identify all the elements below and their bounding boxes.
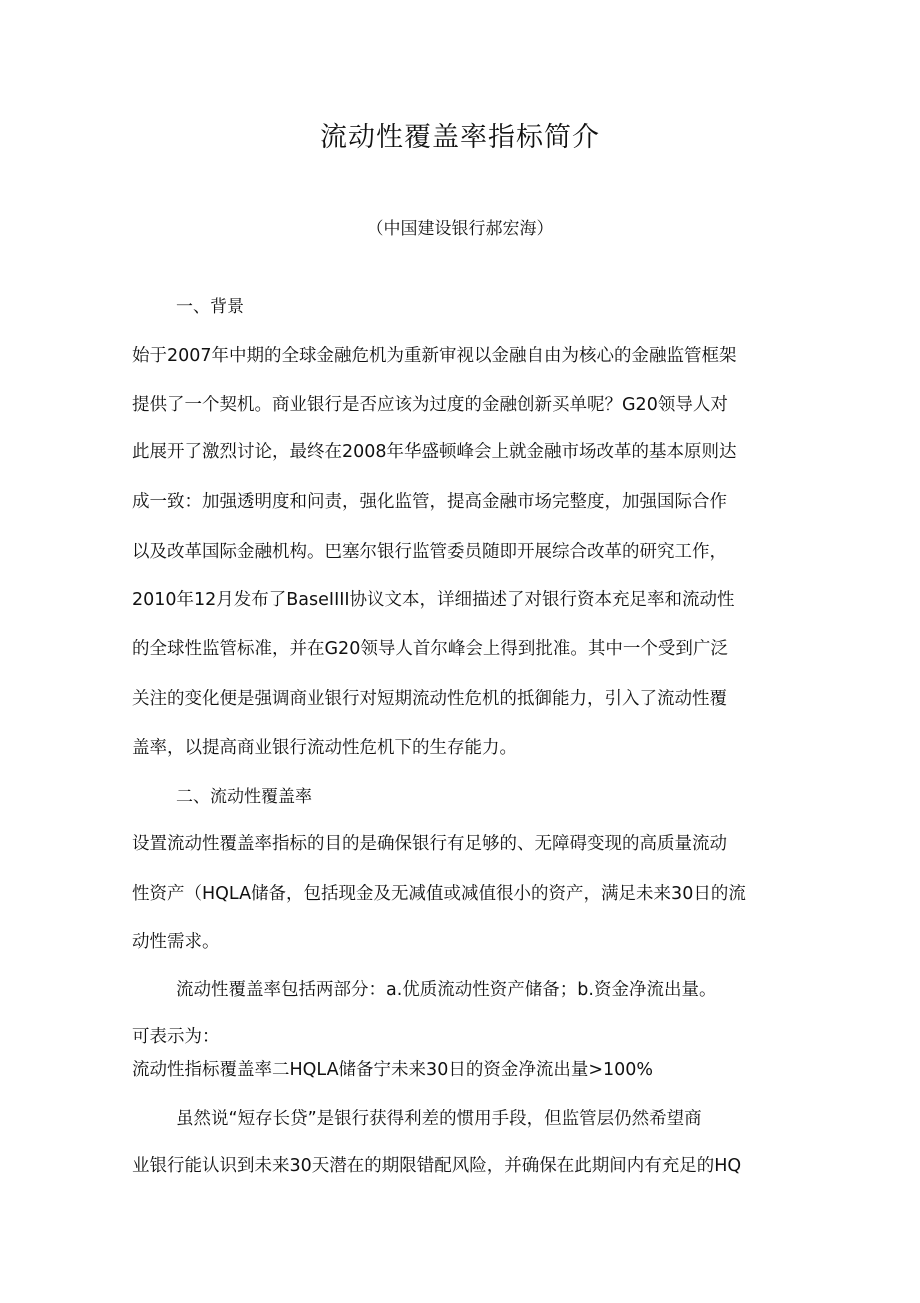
paragraph-line: 始于2007年中期的全球金融危机为重新审视以金融自由为核心的金融监管框架	[132, 346, 737, 366]
paragraph-line: 关注的变化便是强调商业银行对短期流动性危机的抵御能力，引入了流动性覆	[132, 689, 727, 709]
formula-line: 流动性指标覆盖率二HQLA储备宁未来30日的资金净流出量>100%	[132, 1060, 654, 1080]
paragraph-line: 2010年12月发布了BaseIIII协议文本，详细描述了对银行资本充足率和流动性	[132, 590, 735, 610]
expression-label: 可表示为：	[132, 1027, 220, 1047]
paragraph-line: 的全球性监管标准，并在G20领导人首尔峰会上得到批准。其中一个受到广泛	[132, 639, 728, 659]
author-line: （中国建设银行郝宏海）	[366, 219, 554, 239]
section-heading-lcr: 二、流动性覆盖率	[176, 787, 312, 807]
paragraph-line: 动性需求。	[132, 932, 220, 952]
paragraph-line: 此展开了激烈讨论，最终在2008年华盛顿峰会上就金融市场改革的基本原则达	[132, 442, 737, 462]
paragraph-line: 业银行能认识到未来30天潜在的期限错配风险，并确保在此期间内有充足的HQ	[132, 1156, 742, 1176]
section-heading-background: 一、背景	[176, 297, 244, 317]
paragraph-line: 设置流动性覆盖率指标的目的是确保银行有足够的、无障碍变现的高质量流动	[132, 834, 727, 854]
paragraph-line: 盖率，以提高商业银行流动性危机下的生存能力。	[132, 738, 517, 758]
paragraph-line: 提供了一个契机。商业银行是否应该为过度的金融创新买单呢？G20领导人对	[132, 395, 728, 415]
paragraph-line: 虽然说“短存长贷”是银行获得利差的惯用手段，但监管层仍然希望商	[176, 1109, 702, 1129]
document-title: 流动性覆盖率指标简介	[320, 122, 600, 153]
paragraph-line: 以及改革国际金融机构。巴塞尔银行监管委员随即开展综合改革的研究工作，	[132, 542, 727, 562]
paragraph-line: 性资产（HQLA储备，包括现金及无减值或减值很小的资产，满足未来30日的流	[132, 884, 746, 904]
paragraph-line: 成一致：加强透明度和问责，强化监管，提高金融市场完整度，加强国际合作	[132, 492, 727, 512]
parts-line: 流动性覆盖率包括两部分：a.优质流动性资产储备；b.资金净流出量。	[176, 980, 717, 1000]
